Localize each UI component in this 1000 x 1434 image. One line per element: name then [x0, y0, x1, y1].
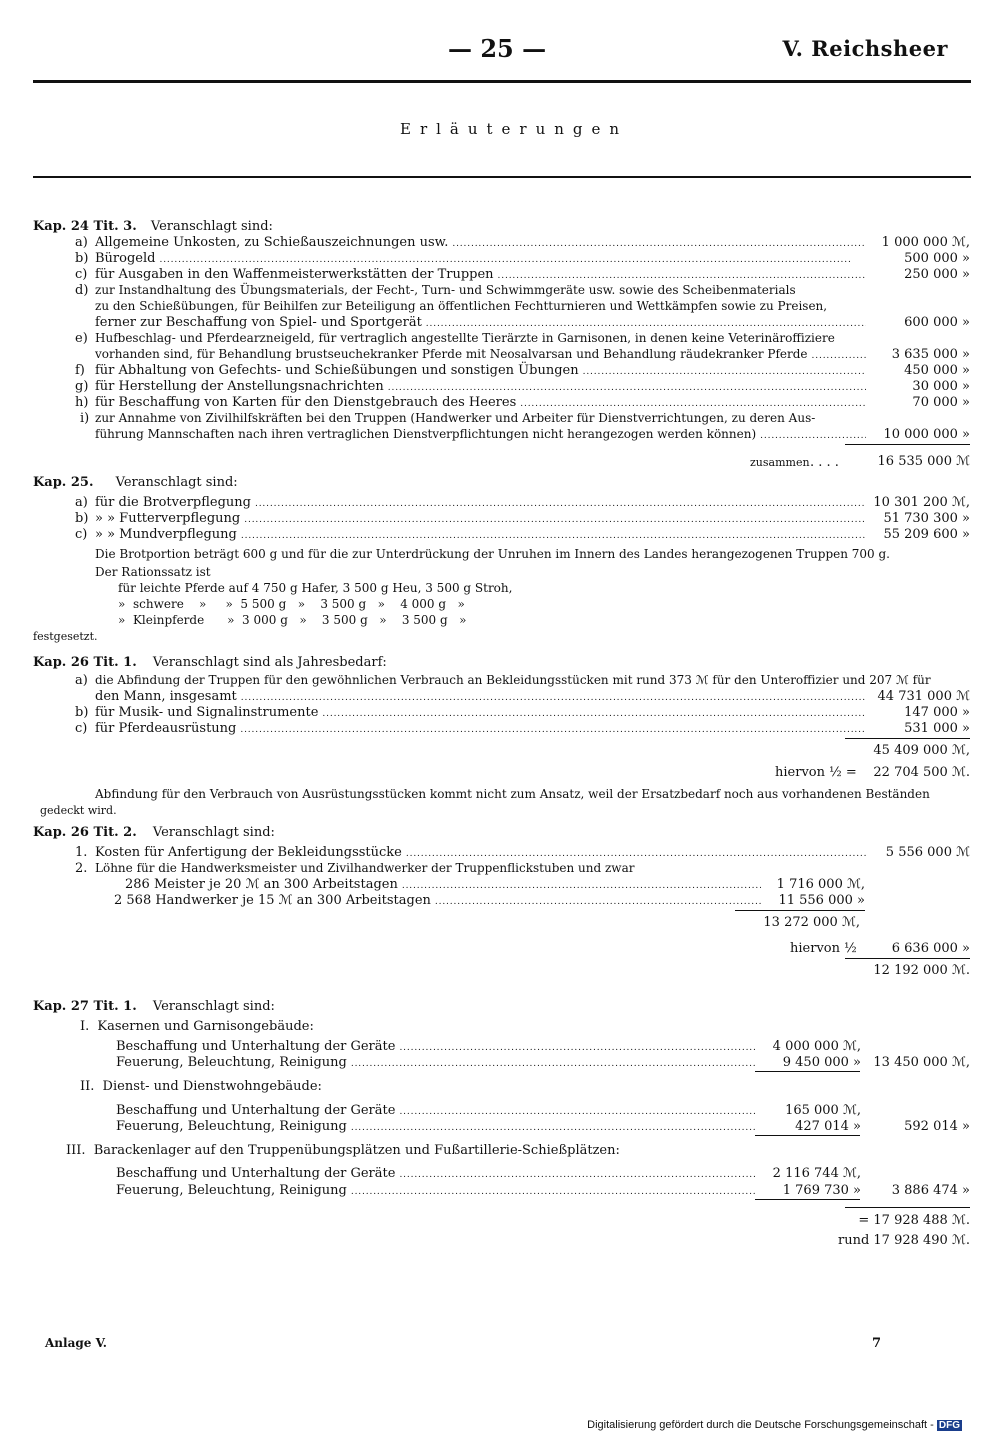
leader-dots — [406, 845, 866, 862]
group-title: Kasernen und Garnisongebäude: — [97, 1019, 314, 1034]
item-text: 286 Meister je 20 ℳ an 300 Arbeitstagen — [125, 877, 398, 892]
sum-rule — [845, 444, 970, 445]
line-item — [75, 495, 970, 512]
leader-dots — [452, 235, 866, 252]
line-item — [75, 721, 970, 738]
line-item — [95, 347, 970, 364]
rounded-total: rund 17 928 490 ℳ. — [837, 1233, 970, 1248]
half-label: hiervon ½ — [790, 941, 857, 956]
grand-total: = 17 928 488 ℳ. — [858, 1213, 970, 1228]
half-value: 6 636 000 » — [891, 941, 970, 956]
kap-text: Veranschlagt sind: — [150, 219, 273, 234]
item-value: 5 556 000 ℳ — [885, 845, 970, 860]
kap26-1-heading — [33, 655, 387, 670]
kap25-heading — [33, 475, 238, 490]
leader-dots — [399, 1166, 757, 1183]
ration-row: » schwere » » 5 500 g » 3 500 g » 4 000 g » — [118, 597, 465, 611]
item-text: die Abfindung der Truppen für den gewöhnlichen Verbrauch an Bekleidungsstücken mit rund 373 ℳ für den Unteroffizier und 207 ℳ für — [95, 673, 931, 687]
item-text: zu den Schießübungen, für Beihilfen zur Beteiligung an öffentlichen Fechtturnieren und Wettkämpfen sowie zu Preisen, — [95, 299, 828, 313]
item-value: 1 000 000 ℳ, — [881, 235, 970, 250]
leader-dots — [351, 1055, 757, 1072]
total-value: 16 535 000 ℳ — [877, 454, 970, 469]
item-text: ferner zur Beschaffung von Spiel- und Sportgerät — [95, 315, 422, 330]
item-text: für Musik- und Signalinstrumente — [95, 705, 319, 720]
line-item — [75, 267, 970, 284]
leader-dots — [351, 1119, 757, 1136]
line-item — [75, 363, 970, 380]
leader-dots — [241, 527, 866, 544]
leader-dots — [240, 721, 866, 738]
kap-text: Veranschlagt sind als Jahresbedarf: — [152, 655, 387, 670]
heading-rule — [33, 176, 971, 178]
line-item — [95, 315, 970, 332]
kap27-1-heading — [33, 999, 275, 1014]
sum-rule — [845, 958, 970, 959]
item-label: g) — [75, 379, 89, 394]
sum-rule — [755, 1199, 860, 1200]
group-title: Barackenlager auf den Truppenübungsplätzen und Fußartillerie-Schießplätzen: — [93, 1143, 620, 1158]
kap-label: Kap. 26 Tit. 2. — [33, 825, 137, 840]
line-item — [116, 1055, 861, 1072]
item-value: 11 556 000 » — [778, 893, 865, 908]
item-text: » » Futterverpflegung — [95, 511, 241, 526]
sum-rule — [845, 1207, 970, 1208]
item-label: 1. — [75, 845, 88, 860]
item-value: 70 000 » — [912, 395, 970, 410]
half-label: hiervon ½ = — [775, 765, 857, 780]
digitization-credit — [587, 1419, 962, 1431]
item-value: 10 301 200 ℳ, — [873, 495, 970, 510]
note-text: gedeckt wird. — [40, 804, 117, 817]
item-text: Feuerung, Beleuchtung, Reinigung — [116, 1119, 347, 1134]
item-text: Feuerung, Beleuchtung, Reinigung — [116, 1055, 347, 1070]
kap-text: Veranschlagt sind: — [115, 475, 238, 490]
leader-dots — [520, 395, 866, 412]
line-item — [75, 705, 970, 722]
item-text: vorhanden sind, für Behandlung brustseuchekranker Pferde mit Neosalvarsan und Behandlung räudekranker Pferde — [95, 347, 808, 361]
item-value: 9 450 000 » — [782, 1055, 861, 1070]
item-label: e) — [75, 331, 88, 346]
item-value: 51 730 300 » — [883, 511, 970, 526]
leader-dots — [388, 379, 866, 396]
sum-value: 13 272 000 ℳ, — [763, 915, 860, 930]
item-value: 44 731 000 ℳ — [877, 689, 970, 704]
item-value: 427 014 » — [795, 1119, 861, 1134]
item-label: a) — [75, 235, 88, 250]
half-value: 22 704 500 ℳ. — [873, 765, 970, 780]
item-label: b) — [75, 705, 89, 720]
item-label: c) — [75, 267, 88, 282]
page-heading: Erläuterungen — [400, 120, 629, 138]
ration-row: für leichte Pferde auf 4 750 g Hafer, 3 500 g Heu, 3 500 g Stroh, — [118, 581, 513, 595]
line-item — [75, 395, 970, 412]
line-item — [116, 1119, 861, 1136]
line-item — [116, 1103, 861, 1120]
total-value: 12 192 000 ℳ. — [873, 963, 970, 978]
item-label: a) — [75, 673, 88, 688]
header-rule — [33, 80, 971, 83]
group-title: Dienst- und Dienstwohngebäude: — [102, 1079, 322, 1094]
line-item — [95, 427, 970, 444]
line-item — [116, 1183, 861, 1200]
group-numeral: I. — [80, 1019, 90, 1034]
item-value: 165 000 ℳ, — [785, 1103, 861, 1118]
leader-dots — [402, 877, 761, 894]
item-value: 4 000 000 ℳ, — [772, 1039, 861, 1054]
line-item — [116, 1039, 861, 1056]
sum-rule — [845, 738, 970, 739]
item-text: Beschaffung und Unterhaltung der Geräte — [116, 1103, 396, 1118]
line-item — [75, 511, 970, 528]
item-label: c) — [75, 527, 88, 542]
sum-value: 45 409 000 ℳ, — [873, 743, 970, 758]
kap-label: Kap. 27 Tit. 1. — [33, 999, 137, 1014]
leader-dots — [399, 1039, 757, 1056]
ration-row: » Kleinpferde » 3 000 g » 3 500 g » 3 500 g » — [118, 613, 467, 627]
item-text: Beschaffung und Unterhaltung der Geräte — [116, 1039, 396, 1054]
credit-text: Digitalisierung gefördert durch die Deutsche Forschungsgemeinschaft - — [587, 1419, 934, 1431]
item-label: a) — [75, 495, 88, 510]
sum-rule — [735, 910, 865, 911]
item-text: Kosten für Anfertigung der Bekleidungsstücke — [95, 845, 402, 860]
item-text: Bürogeld — [95, 251, 156, 266]
leader-dots — [760, 427, 866, 444]
kap-text: Veranschlagt sind: — [152, 825, 275, 840]
item-value: 1 716 000 ℳ, — [776, 877, 865, 892]
leader-dots — [812, 347, 866, 364]
line-item — [114, 893, 865, 910]
item-value: 450 000 » — [904, 363, 970, 378]
footer-page-number: 7 — [872, 1336, 882, 1351]
line-item — [95, 689, 970, 706]
leader-dots — [399, 1103, 757, 1120]
group-numeral: III. — [66, 1143, 86, 1158]
leader-dots — [244, 511, 866, 528]
item-text: Feuerung, Beleuchtung, Reinigung — [116, 1183, 347, 1198]
group-sum: 13 450 000 ℳ, — [873, 1055, 970, 1070]
kap-text: Veranschlagt sind: — [152, 999, 275, 1014]
line-item — [75, 845, 970, 862]
kap-label: Kap. 24 Tit. 3. — [33, 219, 137, 234]
item-text: zur Instandhaltung des Übungsmaterials, der Fecht-, Turn- und Schwimmgeräte usw. sowie des Scheibenmaterials — [95, 283, 796, 297]
line-item — [116, 1166, 861, 1183]
total-label: zusammen — [750, 456, 810, 469]
line-item — [75, 527, 970, 544]
item-label: i) — [80, 411, 90, 426]
leader-dots — [159, 251, 866, 268]
item-label: h) — [75, 395, 89, 410]
leader-dots — [426, 315, 866, 332]
item-label: b) — [75, 251, 89, 266]
item-text: für Beschaffung von Karten für den Dienstgebrauch des Heeres — [95, 395, 517, 410]
line-item — [75, 235, 970, 252]
section-title: V. Reichsheer — [782, 36, 948, 61]
item-label: f) — [75, 363, 85, 378]
page-number: — 25 — — [448, 34, 547, 63]
kap26-2-heading — [33, 825, 275, 840]
item-label: b) — [75, 511, 89, 526]
leader-dots — [255, 495, 866, 512]
item-text: Hufbeschlag- und Pferdearzneigeld, für vertraglich angestellte Tierärzte in Garnisonen, in denen keine Veterinäroffiziere — [95, 331, 835, 345]
item-text: Löhne für die Handwerksmeister und Zivilhandwerker der Truppenflickstuben und zwar — [95, 861, 635, 875]
total-dots: . . . . — [810, 455, 839, 470]
item-text: den Mann, insgesamt — [95, 689, 237, 704]
item-label: d) — [75, 283, 89, 298]
note-text: festgesetzt. — [33, 630, 98, 643]
note-text: Der Rationssatz ist — [95, 565, 211, 579]
item-text: Allgemeine Unkosten, zu Schießauszeichnungen usw. — [95, 235, 449, 250]
dfg-logo: DFG — [938, 1420, 960, 1431]
note-text: Die Brotportion beträgt 600 g und für die zur Unterdrückung der Unruhen im Innern des Landes herangezogenen Truppen 700 g. — [95, 547, 890, 561]
line-item — [75, 379, 970, 396]
item-value: 1 769 730 » — [782, 1183, 861, 1198]
group-sum: 592 014 » — [904, 1119, 970, 1134]
item-value: 500 000 » — [904, 251, 970, 266]
annex-label: Anlage V. — [45, 1336, 107, 1350]
item-text: Beschaffung und Unterhaltung der Geräte — [116, 1166, 396, 1181]
leader-dots — [322, 705, 866, 722]
sum-rule — [755, 1071, 860, 1072]
item-value: 250 000 » — [904, 267, 970, 282]
item-value: 147 000 » — [904, 705, 970, 720]
item-value: 3 635 000 » — [891, 347, 970, 362]
item-text: » » Mundverpflegung — [95, 527, 237, 542]
item-value: 531 000 » — [904, 721, 970, 736]
item-text: für Ausgaben in den Waffenmeisterwerkstätten der Truppen — [95, 267, 494, 282]
item-value: 2 116 744 ℳ, — [772, 1166, 861, 1181]
line-item — [75, 251, 970, 268]
item-value: 30 000 » — [912, 379, 970, 394]
item-text: für die Brotverpflegung — [95, 495, 251, 510]
note-text: Abfindung für den Verbrauch von Ausrüstungsstücken kommt nicht zum Ansatz, weil der Ersatzbedarf noch aus vorhandenen Beständen — [95, 787, 930, 801]
leader-dots — [351, 1183, 757, 1200]
item-value: 600 000 » — [904, 315, 970, 330]
leader-dots — [435, 893, 761, 910]
item-label: c) — [75, 721, 88, 736]
leader-dots — [498, 267, 866, 284]
item-text: führung Mannschaften nach ihren vertraglichen Dienstverpflichtungen nicht herangezogen werden können) — [95, 427, 757, 441]
leader-dots — [241, 689, 866, 706]
kap-label: Kap. 25. — [33, 475, 94, 490]
item-text: 2 568 Handwerker je 15 ℳ an 300 Arbeitstagen — [114, 893, 431, 908]
kap24-heading — [33, 219, 273, 234]
item-value: 10 000 000 » — [883, 427, 970, 442]
item-text: zur Annahme von Zivilhilfskräften bei den Truppen (Handwerker und Arbeiter für Dienstverrichtungen, zu deren Aus- — [95, 411, 816, 425]
item-text: für Herstellung der Anstellungsnachrichten — [95, 379, 384, 394]
kap-label: Kap. 26 Tit. 1. — [33, 655, 137, 670]
item-label: 2. — [75, 861, 88, 876]
group-label — [66, 1143, 620, 1158]
leader-dots — [583, 363, 866, 380]
item-text: für Pferdeausrüstung — [95, 721, 237, 736]
line-item — [125, 877, 865, 894]
group-label — [80, 1019, 314, 1034]
group-label — [80, 1079, 322, 1094]
item-text: für Abhaltung von Gefechts- und Schießübungen und sonstigen Übungen — [95, 363, 579, 378]
group-numeral: II. — [80, 1079, 95, 1094]
group-sum: 3 886 474 » — [891, 1183, 970, 1198]
item-value: 55 209 600 » — [883, 527, 970, 542]
sum-rule — [755, 1135, 860, 1136]
